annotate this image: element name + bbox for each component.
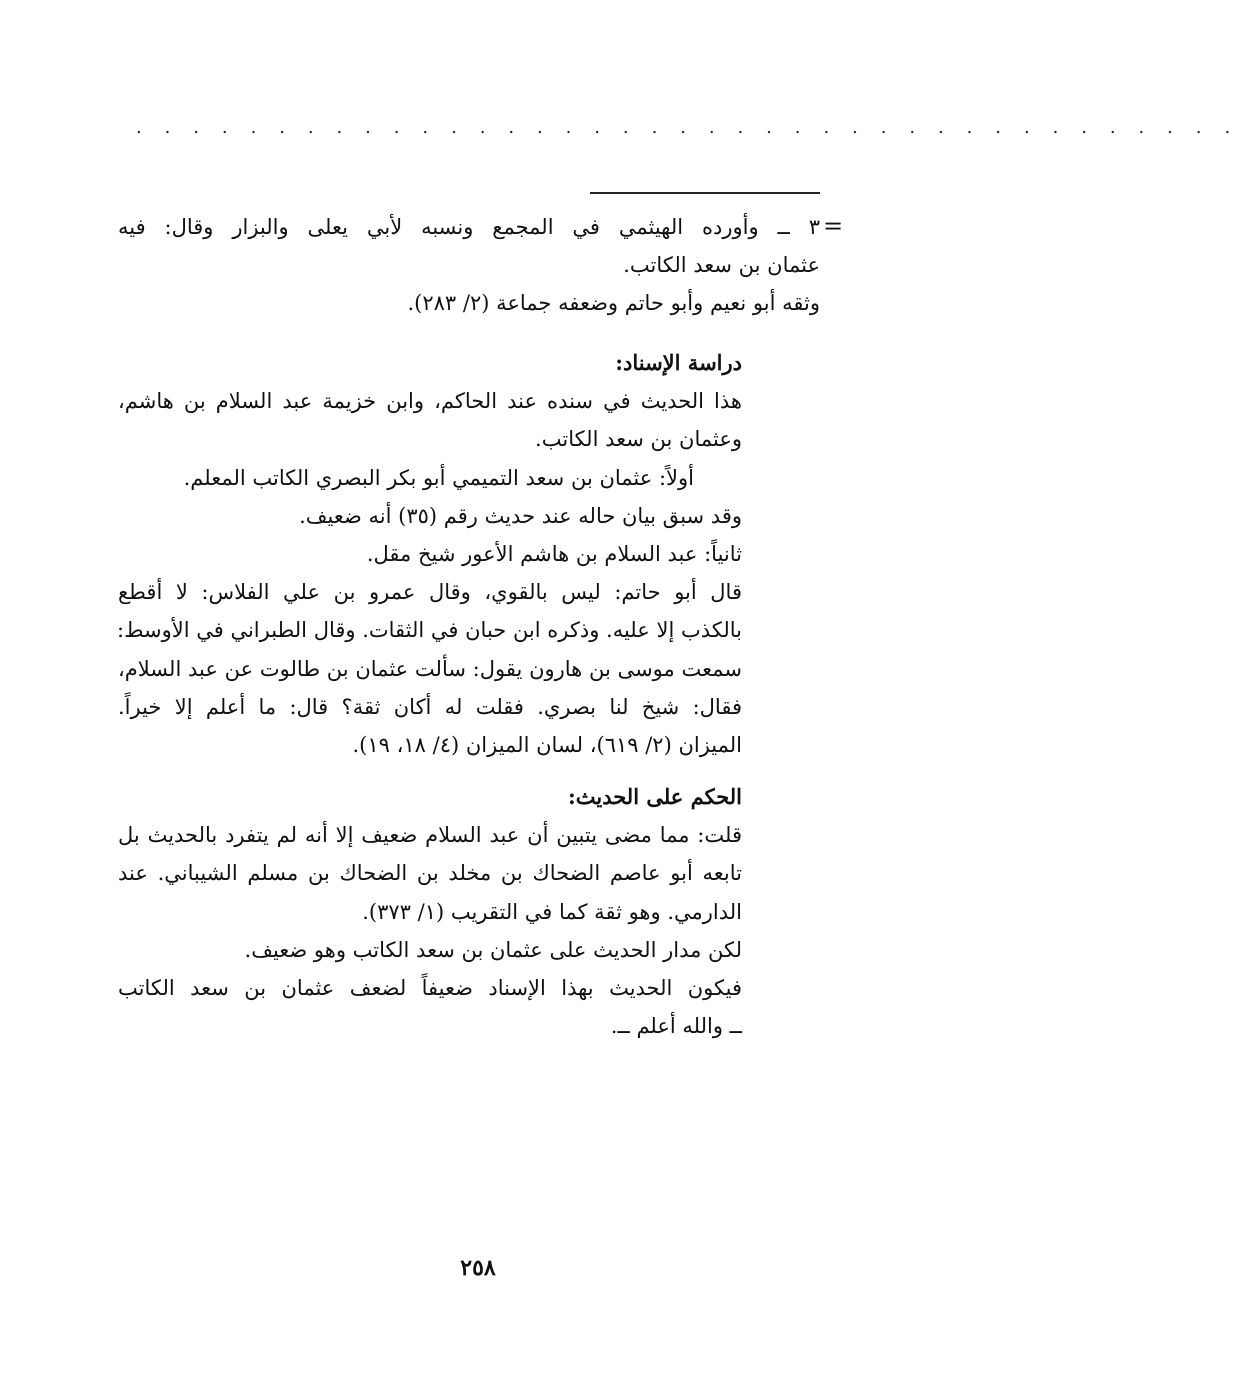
text-line: ــ والله أعلم ــ.	[610, 1014, 742, 1039]
main-text	[118, 344, 742, 1045]
text-line: وعثمان بن سعد الكاتب.	[535, 427, 742, 452]
text-line: سمعت موسى بن هارون يقول: سألت عثمان بن طالوت عن عبد السلام،	[118, 656, 742, 681]
page-number: ٢٥٨	[460, 1255, 496, 1281]
text-line: الدارمي. وهو ثقة كما في التقريب (١/ ٣٧٣).	[362, 899, 742, 924]
text-line: أولاً: عثمان بن سعد التميمي أبو بكر البصري الكاتب المعلم.	[183, 465, 694, 490]
footnote-line: عثمان بن سعد الكاتب.	[623, 253, 820, 278]
text-line: وقد سبق بيان حاله عند حديث رقم (٣٥) أنه ضعيف.	[299, 503, 742, 528]
footnote-line: ٣ ــ وأورده الهيثمي في المجمع ونسبه لأبي يعلى والبزار وقال: فيه	[118, 215, 820, 239]
text-line: فيكون الحديث بهذا الإسناد ضعيفاً لضعف عثمان بن سعد الكاتب	[118, 976, 742, 1000]
section-gap	[118, 764, 742, 778]
continuation-mark: =	[823, 212, 844, 240]
footnote	[118, 208, 820, 323]
section-heading-isnad: دراسة الإسناد:	[615, 350, 742, 375]
text-line: فقال: شيخ لنا بصري. فقلت له أكان ثقة؟ قال: ما أعلم إلا خيراً.	[118, 694, 742, 719]
text-line: بالكذب إلا عليه. وذكره ابن حبان في الثقات. وقال الطبراني في الأوسط:	[117, 618, 742, 643]
text-line: ثانياً: عبد السلام بن هاشم الأعور شيخ مقل.	[366, 541, 742, 566]
section-heading-ruling: الحكم على الحديث:	[568, 784, 742, 810]
text-line: هذا الحديث في سنده عند الحاكم، وابن خزيمة عبد السلام بن هاشم،	[118, 389, 742, 414]
text-line: تابعه أبو عاصم الضحاك بن مخلد بن الضحاك بن مسلم الشيباني. عند	[118, 861, 742, 886]
text-line: الميزان (٢/ ٦١٩)، لسان الميزان (٤/ ١٨، ١٩).	[352, 732, 742, 757]
text-line: قال أبو حاتم: ليس بالقوي، وقال عمرو بن علي الفلاس: لا أقطع	[118, 580, 742, 605]
header-dotted-rule: . . . . . . . . . . . . . . . . . . . . . . . . . . . . . . . . . . . . . . .	[136, 117, 1239, 138]
text-line: قلت: مما مضى يتبين أن عبد السلام ضعيف إلا أنه لم يتفرد بالحديث بل	[118, 823, 742, 848]
text-line: لكن مدار الحديث على عثمان بن سعد الكاتب وهو ضعيف.	[244, 937, 742, 962]
footnote-separator	[590, 192, 820, 194]
footnote-line: وثقه أبو نعيم وأبو حاتم وضعفه جماعة (٢/ ٢٨٣).	[407, 291, 820, 316]
